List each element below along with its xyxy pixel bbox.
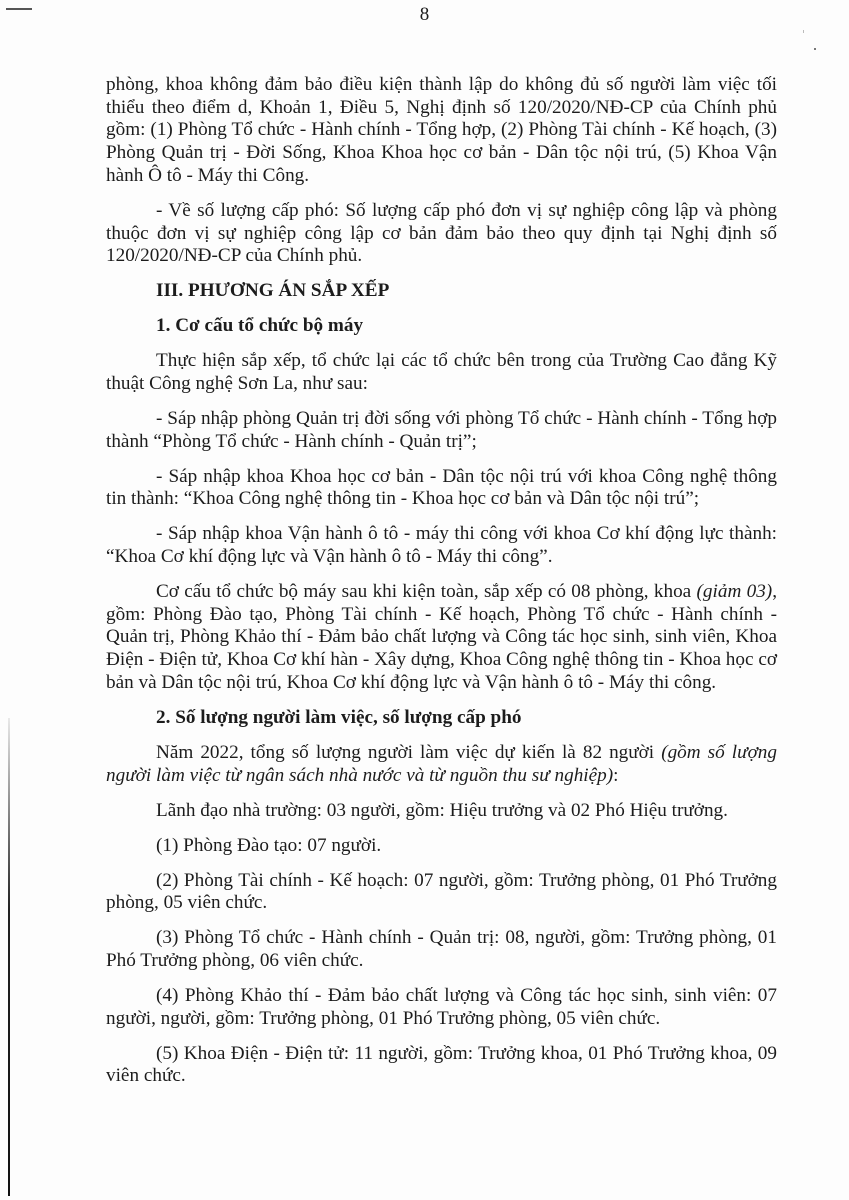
document-body — [106, 74, 777, 1100]
paragraph-reorganization-intro: Thực hiện sắp xếp, tổ chức lại các tổ chức bên trong của Trường Cao đẳng Kỹ thuật Công nghệ Sơn La, như sau: — [106, 350, 777, 394]
paragraph-merge-2: - Sáp nhập khoa Khoa học cơ bản - Dân tộc nội trú với khoa Công nghệ thông tin thành: “Khoa Công nghệ thông tin - Khoa học cơ bản và Dân tộc nội trú”; — [106, 465, 777, 510]
text: , gồm: Phòng Đào tạo, Phòng Tài chính - Kế hoạch, Phòng Tổ chức - Hành chính - Quản trị, Phòng Khảo thí - Đảm bảo chất lượng và Công tác học sinh, sinh viên, Khoa Điện - Điện tử, Khoa Cơ khí hàn - Xây dựng, Khoa Công nghệ thông tin - Khoa học cơ bản và Dân tộc nội trú, Khoa Cơ khí động lực và Vận hành ô tô - Máy thi công. — [106, 581, 777, 693]
scan-artifact-dot — [814, 48, 816, 50]
italic-note: (giảm 03) — [696, 581, 773, 603]
text: Năm 2022, tổng số lượng người làm việc dự kiến là 82 người — [156, 741, 662, 763]
subheading-2: 2. Số lượng người làm việc, số lượng cấp phó — [156, 706, 522, 728]
paragraph-leadership: Lãnh đạo nhà trường: 03 người, gồm: Hiệu trưởng và 02 Phó Hiệu trưởng. — [156, 799, 728, 821]
scan-artifact-dot — [803, 30, 804, 33]
paragraph-merge-3: - Sáp nhập khoa Vận hành ô tô - máy thi công với khoa Cơ khí động lực thành: “Khoa Cơ khí động lực và Vận hành ô tô - Máy thi công”. — [106, 523, 777, 568]
text: Cơ cấu tổ chức bộ máy sau khi kiện toàn, sắp xếp có 08 phòng, khoa — [156, 581, 697, 603]
paragraph-unit-3: (3) Phòng Tổ chức - Hành chính - Quản trị: 08, người, gồm: Trưởng phòng, 01 Phó Trưởng phòng, 06 viên chức. — [106, 927, 777, 971]
paragraph-structure-summary — [106, 581, 777, 695]
scan-artifact-left-edge — [8, 718, 10, 1196]
paragraph-continuation: phòng, khoa không đảm bảo điều kiện thành lập do không đủ số người làm việc tối thiểu theo điểm d, Khoản 1, Điều 5, Nghị định số 120/2020/NĐ-CP của Chính phủ gồm: (1) Phòng Tổ chức - Hành chính - Tổng hợp, (2) Phòng Tài chính - Kế hoạch, (3) Phòng Quản trị - Đời Sống, Khoa Khoa học cơ bản - Dân tộc nội trú, (5) Khoa Vận hành Ô tô - Máy thi Công. — [106, 74, 777, 186]
text: : — [613, 764, 619, 786]
paragraph-deputy-count: - Về số lượng cấp phó: Số lượng cấp phó đơn vị sự nghiệp công lập và phòng thuộc đơn vị sự nghiệp công lập cơ bản đảm bảo theo quy định tại Nghị định số 120/2020/NĐ-CP của Chính phủ. — [106, 199, 777, 267]
paragraph-staff-total — [106, 742, 777, 787]
paragraph-unit-2: (2) Phòng Tài chính - Kế hoạch: 07 người, gồm: Trưởng phòng, 01 Phó Trưởng phòng, 05 viên chức. — [106, 869, 777, 914]
subheading-1: 1. Cơ cấu tổ chức bộ máy — [156, 315, 364, 337]
paragraph-unit-5: (5) Khoa Điện - Điện tử: 11 người, gồm: Trưởng khoa, 01 Phó Trưởng khoa, 09 viên chức. — [106, 1042, 777, 1087]
paragraph-merge-1: - Sáp nhập phòng Quản trị đời sống với phòng Tổ chức - Hành chính - Tổng hợp thành “Phòng Tổ chức - Hành chính - Quản trị”; — [106, 407, 777, 452]
page-number: 8 — [419, 4, 430, 25]
section-heading-iii: III. PHƯƠNG ÁN SẮP XẾP — [156, 280, 390, 302]
paragraph-unit-1: (1) Phòng Đào tạo: 07 người. — [156, 834, 382, 856]
italic-note: (gồm số lượng người làm việc từ ngân sách nhà nước và từ nguồn thu sư nghiệp) — [106, 741, 777, 786]
paragraph-unit-4: (4) Phòng Khảo thí - Đảm bảo chất lượng và Công tác học sinh, sinh viên: 07 người, người, gồm: Trưởng phòng, 01 Phó Trưởng phòng, 05 viên chức. — [106, 984, 777, 1029]
